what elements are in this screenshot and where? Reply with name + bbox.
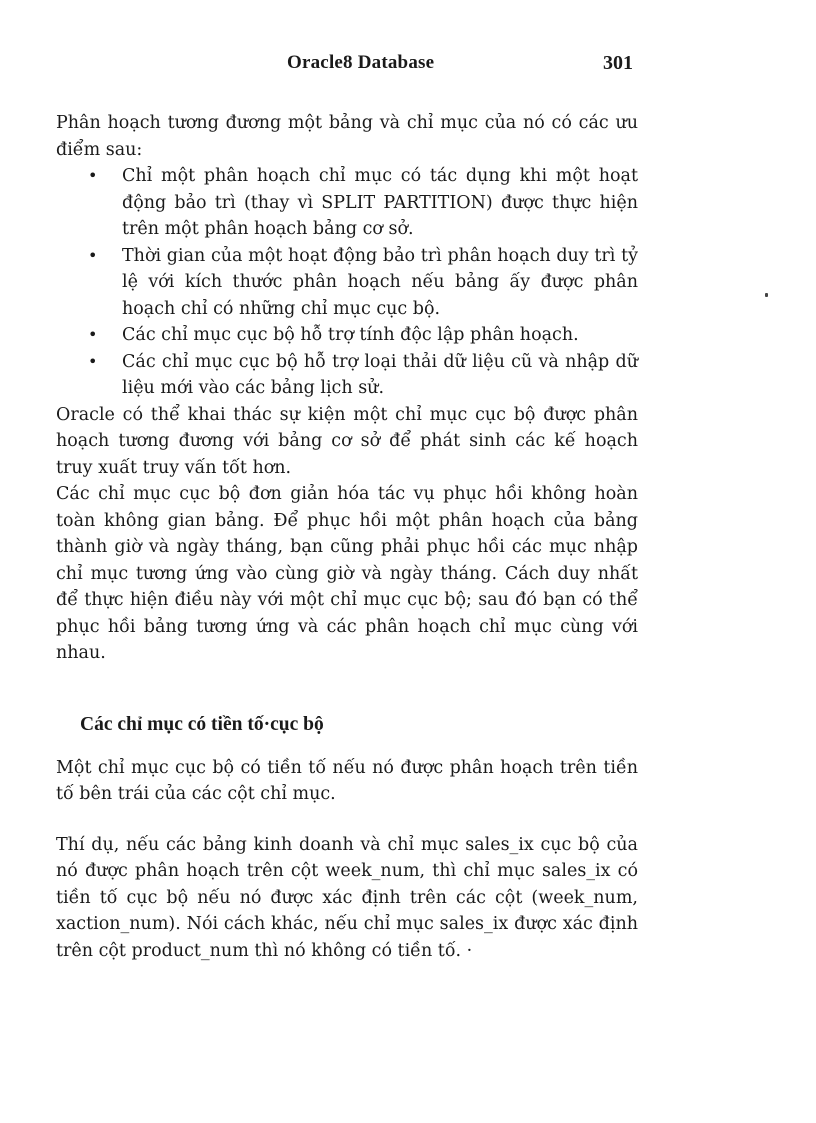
list-item-text: Các chỉ mục cục bộ hỗ trợ loại thải dữ liệu cũ và nhập dữ liệu mới vào các bảng lịch sử.: [122, 351, 638, 398]
list-item-text: Thời gian của một hoạt động bảo trì phân hoạch duy trì tỷ lệ với kích thước phân hoạch nếu bảng ấy được phân hoạch chỉ có những chỉ mục cục bộ.: [122, 245, 638, 319]
list-item: [88, 243, 638, 323]
advantages-list: [56, 163, 638, 402]
bullet-icon: •: [88, 166, 98, 185]
body-text: [56, 110, 638, 964]
list-item: [88, 349, 638, 402]
list-item-text: Các chỉ mục cục bộ hỗ trợ tính độc lập phân hoạch.: [122, 325, 579, 345]
oracle-paragraph: Oracle có thể khai thác sự kiện một chỉ mục cục bộ được phân hoạch tương đương với bảng cơ sở để phát sinh các kế hoạch truy xuất truy vấn tốt hơn.: [56, 404, 638, 478]
page-header: [0, 52, 816, 82]
example-paragraph: Thí dụ, nếu các bảng kinh doanh và chỉ mục sales_ix cục bộ của nó được phân hoạch trên cột week_num, thì chỉ mục sales_ix có tiền tố cục bộ nếu nó được xác định trên các cột (week_num, xaction_num). Nói cách khác, nếu chỉ mục sales_ix được xác định trên cột product_num thì nó không có tiền tố. ·: [56, 834, 638, 961]
page-number: 301: [603, 52, 633, 74]
list-item: [88, 163, 638, 243]
bullet-icon: •: [88, 351, 98, 371]
intro-paragraph: Phân hoạch tương đương một bảng và chỉ mục của nó có các ưu điểm sau:: [56, 113, 638, 160]
bullet-icon: •: [88, 245, 98, 265]
list-item-text: Chỉ một phân hoạch chỉ mục có tác dụng khi một hoạt động bảo trì (thay vì SPLIT PARTITION) được thực hiện trên một phân hoạch bảng cơ sở.: [122, 166, 638, 239]
bullet-icon: •: [88, 325, 98, 344]
running-title: Oracle8 Database: [287, 52, 435, 73]
recovery-paragraph: Các chỉ mục cục bộ đơn giản hóa tác vụ phục hồi không hoàn toàn không gian bảng. Để phục hồi một phân hoạch của bảng thành giờ và ngày tháng, bạn cũng phải phục hồi các mục nhập chỉ mục tương ứng vào cùng giờ và ngày tháng. Cách duy nhất để thực hiện điều này với một chỉ mục cục bộ; sau đó bạn có thể phục hồi bảng tương ứng và các phân hoạch chỉ mục cùng với nhau.: [56, 484, 638, 663]
list-item: [88, 322, 638, 349]
section-heading: Các chỉ mục có tiền tố·cục bộ: [80, 713, 324, 735]
definition-paragraph: Một chỉ mục cục bộ có tiền tố nếu nó được phân hoạch trên tiền tố bên trái của các cột chỉ mục.: [56, 757, 638, 804]
paragraph-gap: [56, 808, 638, 832]
scan-speck: [765, 293, 768, 297]
